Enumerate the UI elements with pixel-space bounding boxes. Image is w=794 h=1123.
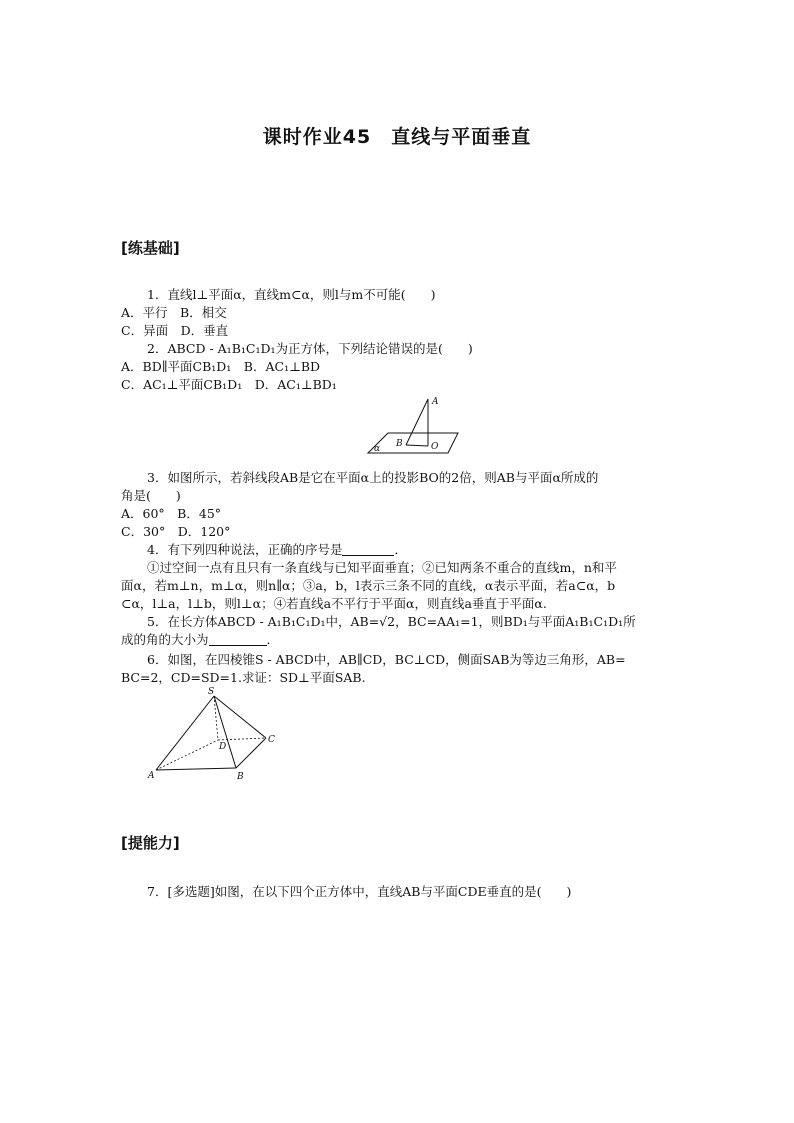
q5-answer-blank — [209, 632, 267, 646]
q5-line2: 成的角的大小为 ． — [121, 632, 280, 647]
q3-stem-line1: 3．如图所示，若斜线段AB是它在平面α上的投影BO的2倍，则AB与平面α所成的 — [147, 470, 599, 485]
segment-ab — [406, 399, 428, 445]
q6-line2: BC=2，CD=SD=1.求证：SD⊥平面SAB. — [121, 670, 366, 685]
q2-stem: 2．ABCD - A₁B₁C₁D₁为正方体，下列结论错误的是( ) — [147, 341, 473, 356]
fig1-label-b: B — [396, 439, 403, 449]
q4-stem: 4．有下列四种说法，正确的序号是 ． — [147, 542, 407, 557]
q1-options-cd: C．异面 D．垂直 — [121, 323, 229, 338]
page-title: 课时作业45 直线与平面垂直 — [262, 126, 532, 148]
edge-sc — [214, 696, 266, 738]
q2-options-ab: A．BD∥平面CB₁D₁ B．AC₁⊥BD — [121, 359, 321, 374]
section-advanced-heading: [提能力] — [121, 834, 180, 852]
plane-alpha — [368, 433, 458, 453]
q7-stem: 7．[多选题]如图，在以下四个正方体中，直线AB与平面CDE垂直的是( ) — [147, 884, 572, 899]
fig1-label-alpha: α — [374, 444, 381, 454]
fig2-label-d: D — [219, 742, 227, 752]
q3-stem-line2: 角是( ) — [121, 488, 181, 503]
segment-bo — [406, 445, 428, 446]
q1-options-ab: A．平行 B．相交 — [121, 305, 227, 320]
fig1-label-o: O — [431, 442, 439, 452]
q5-line1: 5．在长方体ABCD - A₁B₁C₁D₁中，AB=√2，BC=AA₁=1，则BD₁与平面A₁B₁C₁D₁所 — [147, 614, 636, 629]
pyramid-figure — [148, 686, 278, 781]
edge-bc — [236, 738, 266, 768]
fig2-label-c: C — [268, 735, 275, 745]
edge-sa — [156, 696, 214, 770]
q4-line1: ①过空间一点有且只有一条直线与已知平面垂直；②已知两条不重合的直线m，n和平 — [147, 560, 617, 575]
fig2-label-b: B — [237, 772, 244, 782]
q3-options-ab: A．60° B．45° — [121, 506, 222, 521]
fig2-label-s: S — [208, 687, 215, 697]
q4-line3: ⊂α，l⊥a，l⊥b，则l⊥α；④若直线a不平行于平面α，则直线a垂直于平面α. — [121, 596, 547, 611]
fig2-label-a: A — [148, 771, 155, 781]
section-basic-heading: [练基础] — [121, 239, 180, 257]
q4-answer-blank — [342, 542, 394, 556]
edge-ad — [156, 740, 218, 770]
q4-line2: 面α，若m⊥n，m⊥α，则n∥α；③a，b，l表示三条不同的直线，α表示平面，若a⊂α，b — [121, 578, 616, 593]
q3-options-cd: C．30° D．120° — [121, 524, 231, 539]
q2-options-cd: C．AC₁⊥平面CB₁D₁ D．AC₁⊥BD₁ — [121, 377, 337, 392]
edge-ab — [156, 768, 236, 770]
edge-dc — [218, 738, 266, 740]
q1-stem: 1．直线l⊥平面α，直线m⊂α，则l与m不可能( ) — [147, 287, 436, 302]
oblique-line-figure — [360, 393, 460, 463]
q6-line1: 6．如图，在四棱锥S - ABCD中，AB∥CD，BC⊥CD，侧面SAB为等边三角形，AB= — [147, 652, 626, 667]
fig1-label-a: A — [432, 397, 439, 407]
